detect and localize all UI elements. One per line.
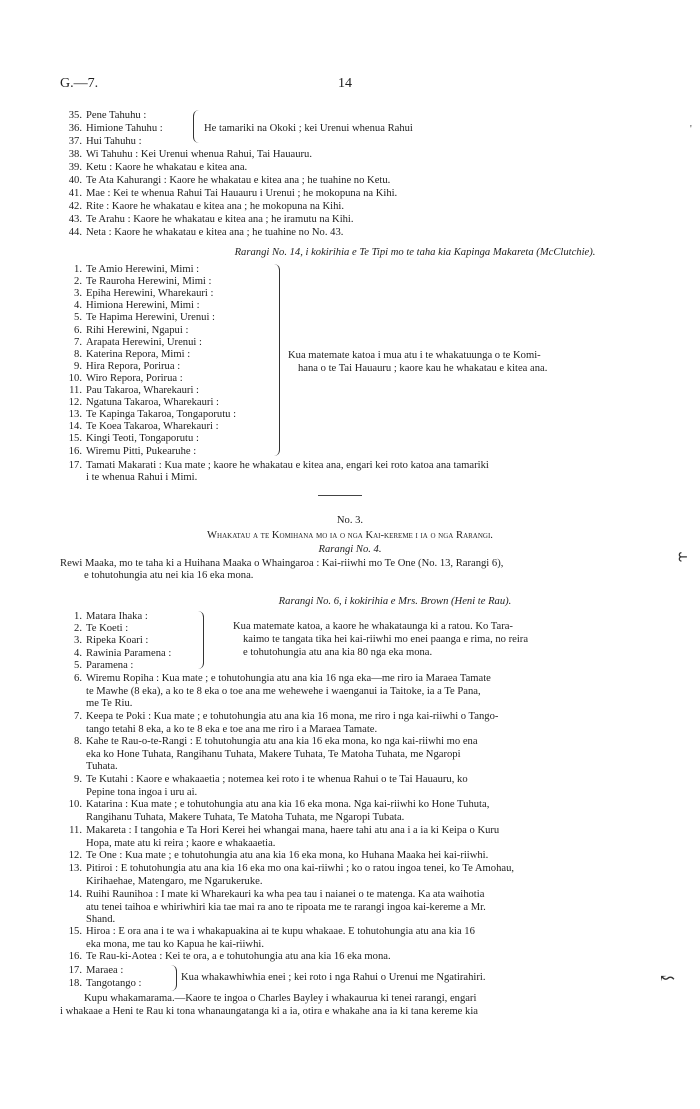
item-text: Wi Tahuhu : Kei Urenui whenua Rahui, Tai Hauauru. xyxy=(86,149,312,160)
brace-a-text: He tamariki na Okoki ; kei Urenui whenua Rahui xyxy=(204,123,413,134)
list-item xyxy=(60,660,133,672)
list-item-continuation xyxy=(86,686,481,698)
item-text: Te Rau-ki-Aotea : Kei te ora, a e tohutohungia atu ana kia 16 eka mona. xyxy=(86,951,391,962)
item-text: tango tetahi 8 eka, a ko te 8 eka e toe ana me riro i a Maraea Tamate. xyxy=(86,723,378,735)
item-text: Pepine tona ingoa i uru ai. xyxy=(86,786,198,798)
item-number: 10. xyxy=(68,372,82,384)
heading-rarangi-4: Rarangi No. 4. xyxy=(318,544,382,555)
item-text: Te Hapima Herewini, Urenui : xyxy=(86,312,215,324)
list-item-continuation xyxy=(86,876,262,888)
item-number: 43. xyxy=(68,214,82,225)
item-text: Neta : Kaore he whakatau e kitea ana ; he tuahine no No. 43. xyxy=(86,227,344,238)
list-item xyxy=(60,951,391,963)
item-number: 5. xyxy=(74,659,82,671)
item-text: me Te Riu. xyxy=(86,698,133,709)
item-number: 42. xyxy=(68,201,82,212)
item-text: Te Rauroha Herewini, Mimi : xyxy=(86,276,212,288)
item-number: 36. xyxy=(68,123,82,134)
item-number: 6. xyxy=(74,673,82,684)
section-title: Whakatau a te Komihana mo ia o nga Kai-kereme i ia o nga Rarangi. xyxy=(207,530,493,541)
item-text: Himione Tahuhu : xyxy=(86,123,163,134)
list-item xyxy=(60,149,312,161)
list-item xyxy=(60,288,213,300)
item-number: 2. xyxy=(74,623,82,635)
item-text: atu tenei taihoa e whiriwhiri kia tae mai ra ano te ripoata me te rarangi ingoa kai-kereme a Mr. xyxy=(86,901,486,913)
list-item xyxy=(60,850,488,862)
list-item xyxy=(60,373,183,385)
item-text: Keepa te Poki : Kua mate ; e tohutohungia atu ana kia 16 mona, me riro i nga kai-riiwhi o Tango- xyxy=(86,711,499,722)
list-item xyxy=(60,123,163,135)
list-item xyxy=(60,460,489,472)
list-item-continuation xyxy=(86,787,197,799)
list-item-continuation xyxy=(86,761,118,773)
item-number: 13. xyxy=(68,409,82,421)
list-item xyxy=(60,397,219,409)
list-item xyxy=(60,349,190,361)
item-text: Hiroa : E ora ana i te wa i whakapuakina ai te kupu whakaae. E tohutohungia atu ana kia 16 xyxy=(86,926,475,937)
list-item-continuation xyxy=(86,724,377,736)
item-text: Te Koeti : xyxy=(86,623,129,635)
list-item xyxy=(60,188,397,200)
list-item xyxy=(60,648,171,660)
item-text: Paramena : xyxy=(86,659,134,671)
page-number: 14 xyxy=(338,76,352,91)
list-item-continuation xyxy=(86,838,275,850)
item-text: Wiremu Ropiha : Kua mate ; e tohutohungia atu ana kia 16 nga eka—me riro ia Maraea Tamate xyxy=(86,673,491,684)
item-text: Katarina : Kua mate ; e tohutohungia atu ana kia 16 eka mona. Nga kai-riiwhi ko Hone Tuhuta, xyxy=(86,799,490,810)
list-item-continuation xyxy=(86,749,461,761)
item-number: 17. xyxy=(68,965,82,976)
item-number: 8. xyxy=(74,348,82,360)
list-item xyxy=(60,385,199,397)
list-item xyxy=(60,863,514,875)
list-item xyxy=(60,446,196,458)
brace-c-line-2: kaimo te tangata tika hei kai-riiwhi mo enei paanga e rima, no reira xyxy=(243,634,529,645)
item-number: 35. xyxy=(68,110,82,121)
item-text: Mae : Kei te whenua Rahui Tai Hauauru i Urenui ; he mokopuna na Kihi. xyxy=(86,188,398,199)
list-item-continuation xyxy=(86,472,197,484)
list-item-continuation xyxy=(86,902,486,914)
item-text: Makareta : I tangohia e Ta Hori Kerei hei whangai mana, haere tahi atu ana i a ia ki Keipa o Kuru xyxy=(86,825,500,836)
list-item xyxy=(60,711,498,723)
item-number: 5. xyxy=(74,312,82,324)
item-text: Te Koea Takaroa, Wharekauri : xyxy=(86,421,219,433)
item-text: Pene Tahuhu : xyxy=(86,110,147,121)
item-text: Te Kutahi : Kaore e whakaaetia ; notemea kei roto i te whenua Rahui o te Tai Hauauru, ko xyxy=(86,774,468,785)
item-text: Epiha Herewini, Wharekauri : xyxy=(86,288,214,300)
item-number: 3. xyxy=(74,635,82,647)
item-text: Arapata Herewini, Urenui : xyxy=(86,336,202,348)
item-number: 15. xyxy=(68,433,82,445)
item-number: 4. xyxy=(74,647,82,659)
item-text: Te Ata Kahurangi : Kaore he whakatau e kitea ana ; he tuahine no Ketu. xyxy=(86,175,391,186)
item-text: Wiremu Pitti, Pukearuhe : xyxy=(86,445,197,457)
item-number: 37. xyxy=(68,136,82,147)
brace-e xyxy=(168,965,177,991)
list-item xyxy=(60,421,219,433)
item-text: Ketu : Kaore he whakatau e kitea ana. xyxy=(86,162,248,173)
item-text: Kirihaehae, Matengaro, me Ngarukeruke. xyxy=(86,875,263,887)
list-item xyxy=(60,361,180,373)
item-text: Ruihi Raunihoa : I mate ki Wharekauri ka wha pea tau i naianei o te matenga. Ka ata waihotia xyxy=(86,889,485,900)
brace-e-text: Kua whakawhiwhia enei ; kei roto i nga Rahui o Urenui me Ngatirahiri. xyxy=(181,972,486,983)
item-number: 13. xyxy=(68,863,82,874)
list-item xyxy=(60,337,202,349)
item-text: Tangotango : xyxy=(86,978,142,989)
list-item xyxy=(60,276,211,288)
item-text: Hopa, mate atu ki reira ; kaore e whakaaetia. xyxy=(86,837,276,849)
item-text: Tuhata. xyxy=(86,761,118,772)
list-item xyxy=(60,623,128,635)
item-text: Rihi Herewini, Ngapui : xyxy=(86,324,189,336)
item-number: 7. xyxy=(74,711,82,722)
item-number: 2. xyxy=(74,276,82,288)
list-item xyxy=(60,110,146,122)
margin-mark-scribble: ↜ xyxy=(660,968,676,988)
list-item xyxy=(60,736,478,748)
item-text: Ngatuna Takaroa, Wharekauri : xyxy=(86,397,219,409)
item-number: 4. xyxy=(74,300,82,312)
list-item-continuation xyxy=(86,939,264,951)
list-item xyxy=(60,175,390,187)
list-item xyxy=(60,926,475,938)
brace-c-line-3: e tohutohungia atu ana kia 80 nga eka mona. xyxy=(243,647,433,658)
item-number: 6. xyxy=(74,324,82,336)
item-number: 12. xyxy=(68,850,82,861)
item-text: i te whenua Rahui i Mimi. xyxy=(86,472,198,483)
item-text: eka mona, me tau ko Kapua he kai-riiwhi. xyxy=(86,938,264,950)
section-number: No. 3. xyxy=(336,515,364,526)
item-text: Matara Ihaka : xyxy=(86,611,148,622)
brace-c-line-1: Kua matemate katoa, a kaore he whakataunga ki a ratou. Ko Tara- xyxy=(233,621,513,632)
item-text: Te Kapinga Takaroa, Tongaporutu : xyxy=(86,409,237,421)
item-text: Rawinia Paramena : xyxy=(86,647,172,659)
item-text: Maraea : xyxy=(86,965,124,976)
brace-c xyxy=(195,611,204,669)
list-item xyxy=(60,978,141,990)
item-number: 18. xyxy=(68,978,82,989)
item-text: Shand. xyxy=(86,914,116,925)
item-number: 40. xyxy=(68,175,82,186)
item-number: 1. xyxy=(74,264,82,275)
item-number: 44. xyxy=(68,227,82,238)
heading-rarangi-14: Rarangi No. 14, i kokirihia e Te Tipi mo te taha kia Kapinga Makareta (McClutchie). xyxy=(234,247,596,258)
item-text: te Mawhe (8 eka), a ko te 8 eka o toe ana me wehewehe i waenganui ia Taitoke, ia a Te Pana, xyxy=(86,685,481,697)
list-item xyxy=(60,825,499,837)
item-text: Rangihanu Tuhata, Makere Tuhata, Te Matoha Tuhata, me Ngaropi Tubata. xyxy=(86,811,405,823)
margin-mark-arrow: ⥼ xyxy=(676,549,690,566)
item-number: 8. xyxy=(74,736,82,747)
brace-b-line-1: Kua matemate katoa i mua atu i te whakatuunga o te Komi- xyxy=(288,350,541,361)
item-text: Ripeka Koari : xyxy=(86,635,149,647)
list-item xyxy=(60,635,148,647)
item-number: 14. xyxy=(68,421,82,433)
item-number: 41. xyxy=(68,188,82,199)
item-text: Rite : Kaore he whakatau e kitea ana ; he mokopuna na Kihi. xyxy=(86,201,344,212)
kupu-line-1: Kupu whakamarama.—Kaore te ingoa o Charles Bayley i whakaurua ki tenei rarangi, engari xyxy=(84,993,477,1004)
item-text: Hira Repora, Porirua : xyxy=(86,360,181,372)
item-text: Katerina Repora, Mimi : xyxy=(86,348,191,360)
list-item xyxy=(60,889,484,901)
item-number: 39. xyxy=(68,162,82,173)
list-item xyxy=(60,965,123,977)
list-item xyxy=(60,162,247,174)
item-text: Hui Tahuhu : xyxy=(86,136,142,147)
item-text: Te Amio Herewini, Mimi : xyxy=(86,264,200,275)
list-item xyxy=(60,611,148,623)
rewi-line-2: e tohutohungia atu nei kia 16 eka mona. xyxy=(84,570,254,581)
item-number: 1. xyxy=(74,611,82,622)
list-item-continuation xyxy=(86,812,404,824)
rewi-line-1: Rewi Maaka, mo te taha ki a Huihana Maaka o Whaingaroa : Kai-riiwhi mo Te One (No. 13, Rarangi 6), xyxy=(60,558,504,569)
item-number: 12. xyxy=(68,397,82,409)
item-number: 15. xyxy=(68,926,82,937)
item-number: 9. xyxy=(74,360,82,372)
list-item xyxy=(60,201,344,213)
item-text: Himiona Herewini, Mimi : xyxy=(86,300,200,312)
list-item xyxy=(60,433,199,445)
header-left: G.—7. xyxy=(60,76,99,91)
list-item xyxy=(60,774,468,786)
kupu-line-2: i whakaae a Heni te Rau ki tona whanaungatanga ki a ia, otira e whakahe ana ia ki tana kereme kia xyxy=(60,1006,478,1017)
list-item xyxy=(60,673,491,685)
item-text: Kahe te Rau-o-te-Rangi : E tohutohungia atu ana kia 16 eka mona, ko nga kai-riiwhi mo ena xyxy=(86,736,478,747)
item-number: 11. xyxy=(69,825,82,836)
brace-a xyxy=(193,110,202,143)
list-item xyxy=(60,799,489,811)
item-text: Pitiroi : E tohutohungia atu ana kia 16 eka mo ona kai-riiwhi ; ko o ratou ingoa tenei, ko Te Amohau, xyxy=(86,863,515,874)
item-number: 14. xyxy=(68,889,82,900)
list-item xyxy=(60,300,200,312)
list-item xyxy=(60,312,215,324)
list-item xyxy=(60,409,236,421)
item-text: Te Arahu : Kaore he whakatau e kitea ana ; he iramutu na Kihi. xyxy=(86,214,354,225)
list-item xyxy=(60,264,199,276)
list-item-continuation xyxy=(86,698,132,710)
item-number: 38. xyxy=(68,149,82,160)
item-text: Kingi Teoti, Tongaporutu : xyxy=(86,433,199,445)
item-number: 16. xyxy=(68,951,82,962)
list-item xyxy=(60,214,354,226)
item-text: Pau Takaroa, Wharekauri : xyxy=(86,385,199,396)
divider-rule xyxy=(318,495,362,496)
item-number: 17. xyxy=(68,460,82,471)
heading-rarangi-6: Rarangi No. 6, i kokirihia e Mrs. Brown (Heni te Rau). xyxy=(278,596,512,607)
list-item-continuation xyxy=(86,914,115,926)
item-number: 11. xyxy=(69,385,82,396)
item-number: 3. xyxy=(74,288,82,300)
brace-b xyxy=(271,264,280,456)
item-text: Te One : Kua mate ; e tohutohungia atu ana kia 16 eka mona, ko Huhana Maaka hei kai-riiwhi. xyxy=(86,850,489,861)
item-text: eka ko Hone Tuhata, Rangihanu Tuhata, Makere Tuhata, Te Matoha Tuhata, me Ngaropi xyxy=(86,748,461,760)
brace-b-line-2: hana o te Tai Hauauru ; kaore kau he whakatau e kitea ana. xyxy=(298,363,548,374)
item-number: 16. xyxy=(68,445,82,457)
item-number: 7. xyxy=(74,336,82,348)
item-text: Tamati Makarati : Kua mate ; kaore he whakatau e kitea ana, engari kei roto katoa ana tamariki xyxy=(86,460,489,471)
item-text: Wiro Repora, Porirua : xyxy=(86,372,183,384)
item-number: 10. xyxy=(68,799,82,810)
margin-tick: ' xyxy=(690,124,692,135)
item-number: 9. xyxy=(74,774,82,785)
list-item xyxy=(60,227,343,239)
list-item xyxy=(60,136,142,148)
list-item xyxy=(60,325,188,337)
